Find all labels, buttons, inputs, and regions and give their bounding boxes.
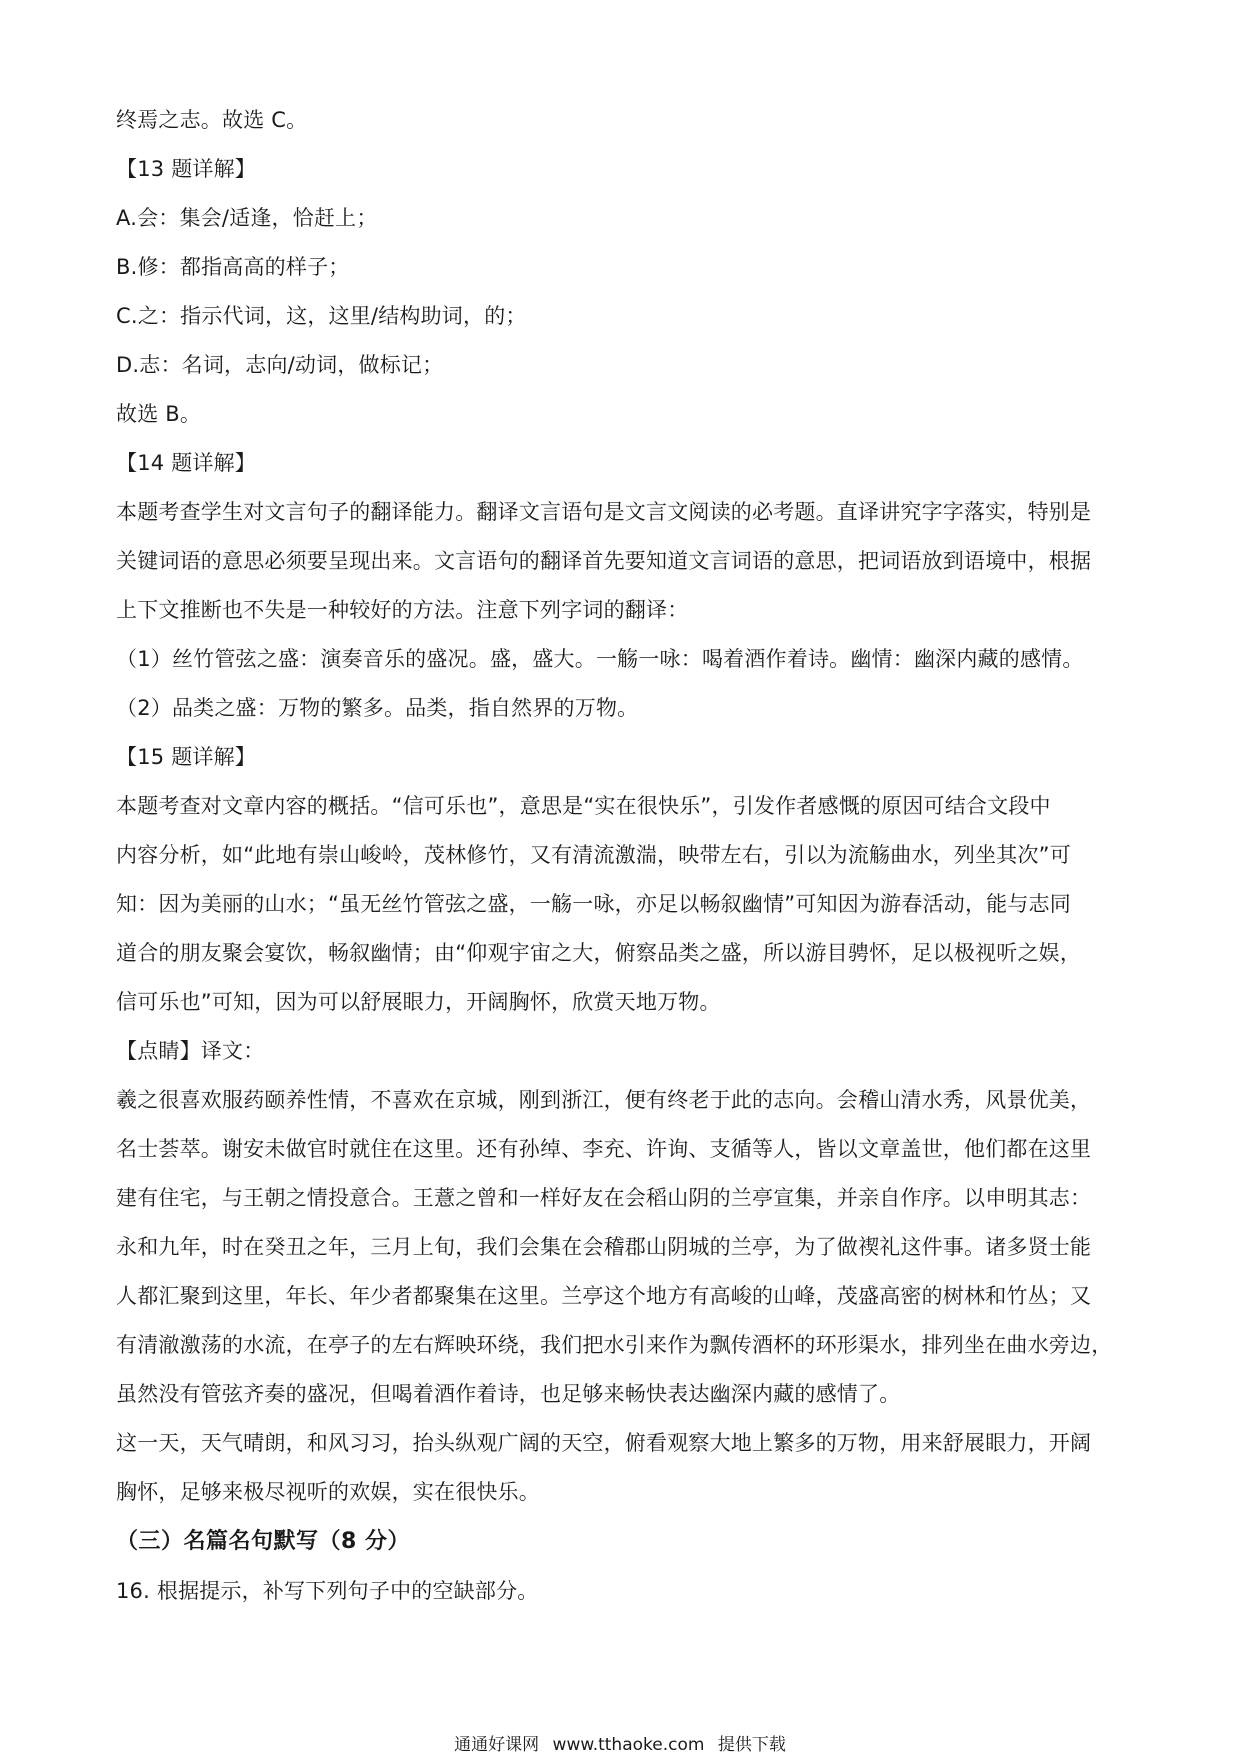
text-line: 故选 B。 xyxy=(116,402,202,426)
answer-heading-14: 【14 题详解】 xyxy=(116,451,256,475)
text-line: 本题考查对文章内容的概括。“信可乐也”，意思是“实在很快乐”，引发作者感慨的原因可结合文段中 xyxy=(116,794,1051,818)
text-line: （1）丝竹管弦之盛：演奏音乐的盛况。盛，盛大。一觞一咏：喝着酒作着诗。幽情：幽深内藏的感情。 xyxy=(116,647,1084,671)
answer-heading-15: 【15 题详解】 xyxy=(116,745,256,769)
footer-url[interactable]: www.tthaoke.com xyxy=(552,1735,705,1755)
text-line: 内容分析，如“此地有崇山峻岭，茂林修竹，又有清流激湍，映带左右，引以为流觞曲水，列坐其次”可 xyxy=(116,843,1071,867)
text-line: 虽然没有管弦齐奏的盛况，但喝着酒作着诗，也足够来畅快表达幽深内藏的感情了。 xyxy=(116,1382,901,1406)
text-line: 永和九年，时在癸丑之年，三月上旬，我们会集在会稽郡山阴城的兰亭，为了做禊礼这件事。诸多贤士能 xyxy=(116,1235,1092,1259)
text-line: （2）品类之盛：万物的繁多。品类，指自然界的万物。 xyxy=(116,696,639,720)
dianjing-heading: 【点睛】译文： xyxy=(116,1039,265,1063)
footer-site-name: 通通好课网 xyxy=(454,1735,540,1755)
question-16: 16. 根据提示，补写下列句子中的空缺部分。 xyxy=(116,1579,539,1603)
text-line: 上下文推断也不失是一种较好的方法。注意下列字词的翻译： xyxy=(116,598,689,622)
text-line: 本题考查学生对文言句子的翻译能力。翻译文言语句是文言文阅读的必考题。直译讲究字字落实，特别是 xyxy=(116,500,1092,524)
text-line: 道合的朋友聚会宴饮，畅叙幽情；由“仰观宇宙之大，俯察品类之盛，所以游目骋怀，足以极视听之娱， xyxy=(116,941,1082,965)
text-line: 建有住宅，与王朝之情投意合。王薏之曾和一样好友在会稻山阴的兰亭宣集，并亲自作序。以申明其志： xyxy=(116,1186,1092,1210)
footer-note: 提供下载 xyxy=(717,1735,786,1755)
text-line: 关键词语的意思必须要呈现出来。文言语句的翻译首先要知道文言词语的意思，把词语放到语境中，根据 xyxy=(116,549,1092,573)
text-line: 终焉之志。故选 C。 xyxy=(116,108,308,132)
text-line: D.志：名词，志向/动词，做标记； xyxy=(116,353,444,377)
answer-heading-13: 【13 题详解】 xyxy=(116,157,256,181)
text-line: A.会：集会/适逢，恰赶上； xyxy=(116,206,378,230)
text-line: 这一天，天气晴朗，和风习习，抬头纵观广阔的天空，俯看观察大地上繁多的万物，用来舒展眼力，开阔 xyxy=(116,1431,1092,1455)
text-line: 名士荟萃。谢安未做官时就住在这里。还有孙绰、李充、许询、支循等人，皆以文章盖世，他们都在这里 xyxy=(116,1137,1092,1161)
document-page xyxy=(116,96,1126,1616)
section-heading: （三）名篇名句默写（8 分） xyxy=(116,1529,410,1554)
page-footer xyxy=(0,1730,1240,1755)
text-line: 羲之很喜欢服药颐养性情，不喜欢在京城，刚到浙江，便有终老于此的志向。会稽山清水秀，风景优美， xyxy=(116,1088,1092,1112)
text-line: 胸怀，足够来极尽视听的欢娱，实在很快乐。 xyxy=(116,1480,540,1504)
text-line: 有清澈激荡的水流，在亭子的左右辉映环绕，我们把水引来作为飘传酒杯的环形渠水，排列坐在曲水旁边， xyxy=(116,1333,1113,1357)
text-line: C.之：指示代词，这，这里/结构助词，的； xyxy=(116,304,527,328)
text-line: 知：因为美丽的山水；“虽无丝竹管弦之盛，一觞一咏，亦足以畅叙幽情”可知因为游春活动，能与志同 xyxy=(116,892,1071,916)
text-line: 人都汇聚到这里，年长、年少者都聚集在这里。兰亭这个地方有高峻的山峰，茂盛高密的树林和竹丛；又 xyxy=(116,1284,1092,1308)
text-line: 信可乐也”可知，因为可以舒展眼力，开阔胸怀，欣赏天地万物。 xyxy=(116,990,721,1014)
text-line: B.修：都指高高的样子； xyxy=(116,255,350,279)
